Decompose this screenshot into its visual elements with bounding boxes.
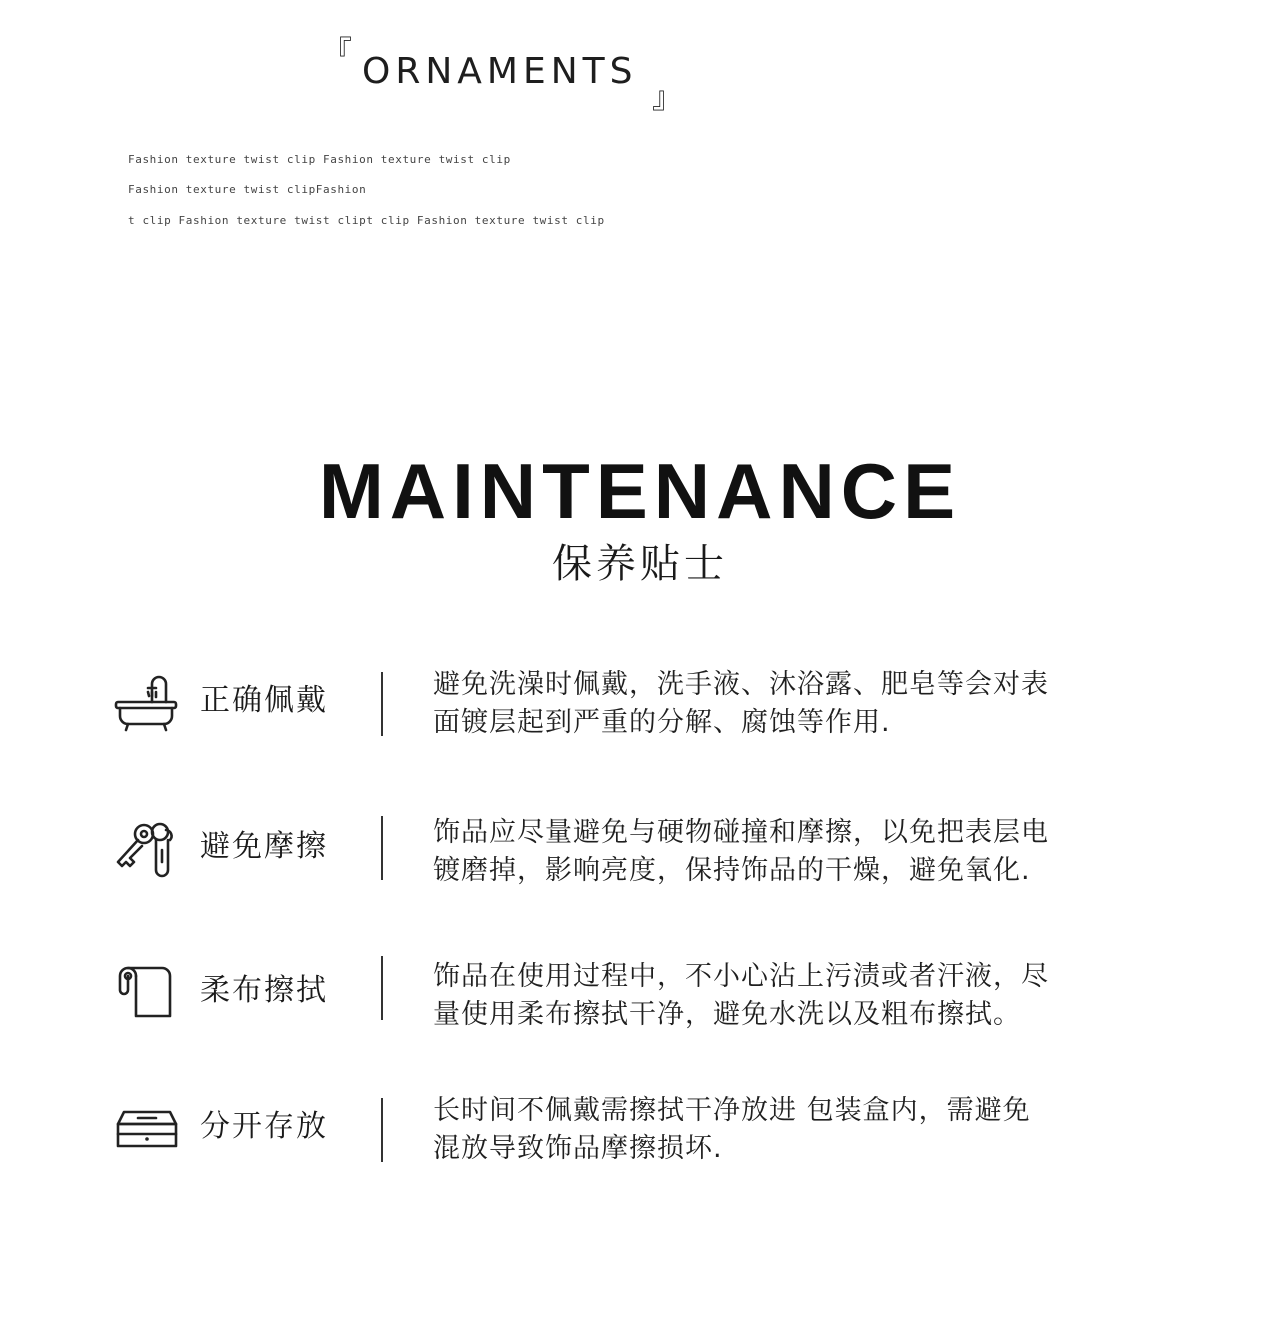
bracket-close: 』 [652, 81, 682, 116]
keys-icon [112, 812, 182, 882]
tip-description-line: 饰品在使用过程中，不小心沾上污渍或者汗液，尽 [433, 961, 1049, 992]
tip-description-line: 量使用柔布擦拭干净，避免水洗以及粗布擦拭。 [433, 999, 1021, 1030]
tip-label: 避免摩擦 [200, 829, 328, 864]
tip-description-line: 避免洗澡时佩戴，洗手液、沐浴露、肥皂等会对表 [433, 669, 1049, 700]
tip-description [433, 666, 1193, 742]
tip-description-line: 镀磨掉，影响亮度，保持饰品的干燥，避免氧化. [433, 855, 1031, 886]
tip-soft-cloth-wipe [0, 950, 1280, 1040]
tip-label: 正确佩戴 [200, 683, 328, 718]
tip-description-line: 面镀层起到严重的分解、腐蚀等作用. [433, 707, 891, 738]
tip-wear-correctly [0, 660, 1280, 750]
storage-box-icon [112, 1092, 182, 1162]
tagline-line-2: Fashion texture twist clipFashion [128, 183, 367, 196]
tip-description-line: 饰品应尽量避免与硬物碰撞和摩擦，以免把表层电 [433, 817, 1049, 848]
divider [381, 672, 383, 736]
tip-store-separately [0, 1090, 1280, 1180]
maintenance-subtitle: 保养贴士 [552, 541, 728, 587]
bathtub-icon [112, 668, 182, 738]
tip-label: 柔布擦拭 [200, 973, 328, 1008]
maintenance-title: MAINTENANCE [318, 447, 962, 535]
tagline-line-3: t clip Fashion texture twist clipt clip Fashion texture twist clip [128, 214, 605, 227]
divider [381, 816, 383, 880]
tip-avoid-friction [0, 806, 1280, 896]
bracket-open: 『 [322, 35, 352, 70]
tip-label: 分开存放 [200, 1109, 328, 1144]
divider [381, 956, 383, 1020]
tip-description [433, 814, 1193, 890]
tip-description-line: 长时间不佩戴需擦拭干净放进 包装盒内，需避免 [433, 1095, 1031, 1126]
tagline-line-1: Fashion texture twist clip Fashion texture twist clip [128, 153, 511, 166]
tip-description [433, 958, 1193, 1034]
tip-description-line: 混放导致饰品摩擦损坏. [433, 1133, 723, 1164]
tip-description [433, 1092, 1193, 1168]
ornaments-title: ORNAMENTS [362, 51, 638, 92]
tissue-roll-icon [112, 956, 182, 1026]
divider [381, 1098, 383, 1162]
